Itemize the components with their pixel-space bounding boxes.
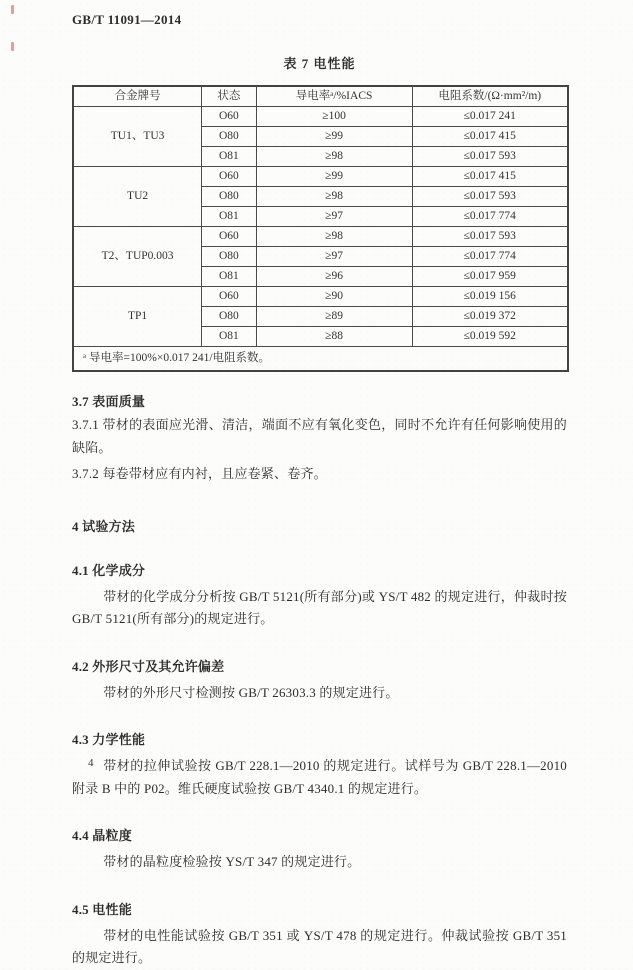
section-heading-4-1: 4.1 化学成分 xyxy=(72,562,146,578)
state-cell: O60 xyxy=(202,287,256,307)
state-cell: O60 xyxy=(202,107,256,127)
resistivity-cell: ≤0.017 593 xyxy=(412,187,568,207)
conductivity-cell: ≥98 xyxy=(256,227,412,247)
standard-number-header: GB/T 11091—2014 xyxy=(72,12,182,27)
state-cell: O81 xyxy=(202,147,256,167)
conductivity-cell: ≥99 xyxy=(256,127,412,147)
table-row xyxy=(73,227,568,247)
column-header-alloy: 合金牌号 xyxy=(73,86,202,107)
column-header-resistivity: 电阻系数/(Ω·mm²/m) xyxy=(412,86,568,107)
table-row xyxy=(73,107,568,127)
table-row xyxy=(73,167,568,187)
resistivity-cell: ≤0.017 774 xyxy=(412,247,568,267)
resistivity-cell: ≤0.017 774 xyxy=(412,207,568,227)
resistivity-cell: ≤0.017 959 xyxy=(412,267,568,287)
alloy-cell: TP1 xyxy=(73,287,202,347)
table-footnote-row xyxy=(73,347,568,372)
table-footnote: ᵃ 导电率=100%×0.017 241/电阻系数。 xyxy=(73,347,568,372)
section-heading-3-7: 3.7 表面质量 xyxy=(72,394,146,409)
column-header-state: 状态 xyxy=(202,86,256,107)
alloy-cell: T2、TUP0.003 xyxy=(73,227,202,287)
clause-4-2-body: 带材的外形尺寸检测按 GB/T 26303.3 的规定进行。 xyxy=(103,684,399,700)
resistivity-cell: ≤0.017 593 xyxy=(412,227,568,247)
clause-4-1-body: 带材的化学成分分析按 GB/T 5121(所有部分)或 YS/T 482 的规定进行，仲裁时按 GB/T 5121(所有部分)的规定进行。 xyxy=(72,588,567,626)
conductivity-cell: ≥98 xyxy=(256,187,412,207)
section-heading-4-4: 4.4 晶粒度 xyxy=(72,828,132,843)
resistivity-cell: ≤0.019 156 xyxy=(412,287,568,307)
clause-3-7-1: 3.7.1 带材的表面应光滑、清洁，端面不应有氧化变色，同时不允许有任何影响使用的缺陷。 xyxy=(72,417,567,455)
conductivity-cell: ≥96 xyxy=(256,267,412,287)
alloy-cell: TU1、TU3 xyxy=(73,107,202,167)
section-heading-4: 4 试验方法 xyxy=(72,518,135,534)
conductivity-cell: ≥90 xyxy=(256,287,412,307)
clause-4-4-body: 带材的晶粒度检验按 YS/T 347 的规定进行。 xyxy=(103,854,361,869)
resistivity-cell: ≤0.017 415 xyxy=(412,167,568,187)
scan-registration-mark xyxy=(11,42,14,51)
state-cell: O81 xyxy=(202,327,256,347)
clause-4-3-body: 带材的拉伸试验按 GB/T 228.1—2010 的规定进行。试样号为 GB/T 228.1—2010 附录 B 中的 P02。维氏硬度试验按 GB/T 4340.1 的规定进行。 xyxy=(72,758,567,796)
conductivity-cell: ≥98 xyxy=(256,147,412,167)
state-cell: O80 xyxy=(202,187,256,207)
state-cell: O80 xyxy=(202,307,256,327)
conductivity-cell: ≥100 xyxy=(256,107,412,127)
column-header-conductivity: 导电率ᵃ/%IACS xyxy=(256,86,412,107)
electrical-properties-table xyxy=(72,85,569,372)
conductivity-cell: ≥97 xyxy=(256,247,412,267)
resistivity-cell: ≤0.019 592 xyxy=(412,327,568,347)
conductivity-cell: ≥97 xyxy=(256,207,412,227)
resistivity-cell: ≤0.017 415 xyxy=(412,127,568,147)
state-cell: O80 xyxy=(202,247,256,267)
conductivity-cell: ≥88 xyxy=(256,327,412,347)
alloy-cell: TU2 xyxy=(73,167,202,227)
resistivity-cell: ≤0.019 372 xyxy=(412,307,568,327)
clause-4-5-body: 带材的电性能试验按 GB/T 351 或 YS/T 478 的规定进行。仲裁试验按 GB/T 351 的规定进行。 xyxy=(72,927,567,965)
state-cell: O81 xyxy=(202,267,256,287)
table-header-row xyxy=(73,86,568,107)
page-number: 4 xyxy=(88,757,94,769)
resistivity-cell: ≤0.017 241 xyxy=(412,107,568,127)
clause-3-7-2: 3.7.2 每卷带材应有内衬，且应卷紧、卷齐。 xyxy=(72,466,327,481)
section-heading-4-5: 4.5 电性能 xyxy=(72,901,132,917)
conductivity-cell: ≥89 xyxy=(256,307,412,327)
conductivity-cell: ≥99 xyxy=(256,167,412,187)
scan-registration-mark xyxy=(11,5,14,14)
section-heading-4-2: 4.2 外形尺寸及其允许偏差 xyxy=(72,658,225,674)
table-row xyxy=(73,287,568,307)
resistivity-cell: ≤0.017 593 xyxy=(412,147,568,167)
state-cell: O80 xyxy=(202,127,256,147)
table-caption: 表 7 电性能 xyxy=(283,56,356,71)
state-cell: O60 xyxy=(202,227,256,247)
state-cell: O81 xyxy=(202,207,256,227)
state-cell: O60 xyxy=(202,167,256,187)
section-heading-4-3: 4.3 力学性能 xyxy=(72,732,146,747)
